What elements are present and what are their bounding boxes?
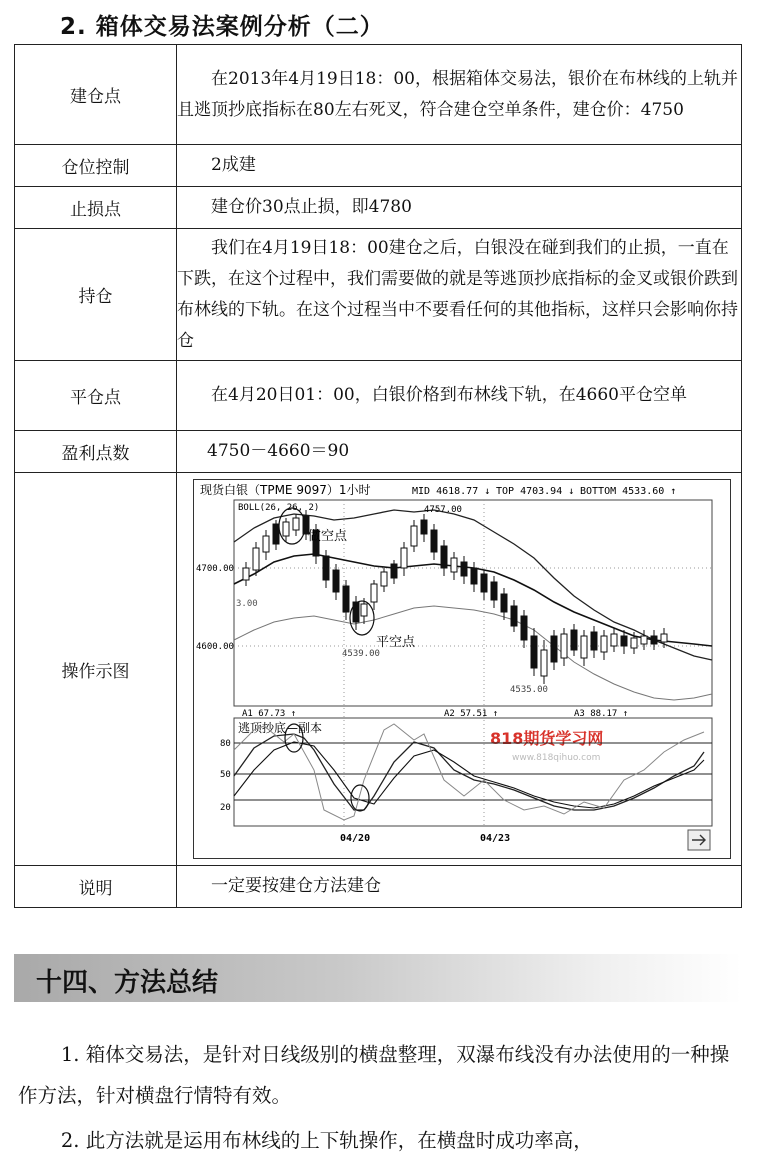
row-content: 2成建 — [177, 145, 742, 187]
table-row — [15, 473, 742, 866]
cover-point-label: 平空点 — [376, 635, 416, 650]
osc-level-80: 80 — [220, 739, 231, 749]
table-row — [15, 45, 742, 145]
oscillator-name: 逃顶抄底—副本 — [238, 721, 323, 735]
table-row — [15, 866, 742, 908]
row-content: 在2013年4月19日18：00，根据箱体交易法，银价在布林线的上轨并且逃顶抄底指标在80左右死叉，符合建仓空单条件，建仓价：4750 — [177, 45, 742, 145]
row-content: 建仓价30点止损，即4780 — [177, 187, 742, 229]
left-tag: 3.00 — [236, 599, 258, 609]
table-row — [15, 229, 742, 361]
section-title: 2. 箱体交易法案例分析（二） — [60, 14, 384, 40]
table-row — [15, 145, 742, 187]
table-row — [15, 361, 742, 431]
watermark-logo: 818期货学习网 — [490, 729, 604, 748]
row-label: 止损点 — [15, 187, 177, 229]
row-content: 4750－4660＝90 — [177, 431, 742, 473]
chart-bottom: BOTTOM 4533.60 ↑ — [580, 486, 677, 497]
summary-banner — [14, 954, 742, 1002]
osc-level-50: 50 — [220, 770, 231, 780]
row-content: 我们在4月19日18：00建仓之后，白银没在碰到我们的止损，一直在下跌，在这个过程中，我们需要做的就是等逃顶抄底指标的金叉或银价跌到布林线的下轨。在这个过程当中不要看任何的其他指标，这样只会影响你持仓 — [177, 229, 742, 361]
row-label: 操作示图 — [15, 473, 177, 866]
chart-header: 现货白银（TPME 9097）1小时 — [200, 483, 371, 497]
a2-value: A2 57.51 ↑ — [444, 709, 499, 719]
date-0423: 04/23 — [480, 833, 511, 844]
row-content: 在4月20日01：00，白银价格到布林线下轨，在4660平仓空单 — [177, 361, 742, 431]
price-chart — [193, 479, 731, 859]
boll-label: BOLL(26, 26, 2) — [238, 503, 320, 513]
low-price-label-1: 4539.00 — [342, 649, 380, 659]
row-label: 说明 — [15, 866, 177, 908]
summary-paragraph-2: 2. 此方法就是运用布林线的上下轨操作，在横盘时成功率高， — [60, 1129, 593, 1152]
row-label: 持仓 — [15, 229, 177, 361]
chart-mid: MID 4618.77 ↓ — [412, 486, 491, 497]
row-label: 盈利点数 — [15, 431, 177, 473]
watermark-url: www.818qihuo.com — [512, 753, 601, 763]
row-label: 建仓点 — [15, 45, 177, 145]
a3-value: A3 88.17 ↑ — [574, 709, 629, 719]
row-label: 仓位控制 — [15, 145, 177, 187]
candles — [243, 510, 667, 684]
short-point-label: 做空点 — [308, 529, 348, 544]
date-0420: 04/20 — [340, 833, 371, 844]
chart-cell — [177, 473, 742, 866]
table-row — [15, 431, 742, 473]
case-table — [14, 44, 742, 908]
high-price-label: 4757.00 — [424, 505, 462, 515]
y-tick-4600: 4600.00 — [196, 642, 234, 652]
chart-svg — [194, 480, 730, 858]
osc-level-20: 20 — [220, 803, 231, 813]
table-row — [15, 187, 742, 229]
boll-lower-line — [234, 606, 712, 700]
row-content: 一定要按建仓方法建仓 — [177, 866, 742, 908]
chart-top: TOP 4703.94 ↓ — [496, 486, 575, 497]
y-tick-4700: 4700.00 — [196, 564, 234, 574]
low-price-label-2: 4535.00 — [510, 685, 548, 695]
summary-title: 十四、方法总结 — [36, 968, 219, 998]
row-label: 平仓点 — [15, 361, 177, 431]
summary-paragraph-1: 1. 箱体交易法，是针对日线级别的横盘整理，双瀑布线没有办法使用的一种操作方法，针对横盘行情特有效。 — [18, 1043, 730, 1107]
a1-value: A1 67.73 ↑ — [242, 709, 297, 719]
